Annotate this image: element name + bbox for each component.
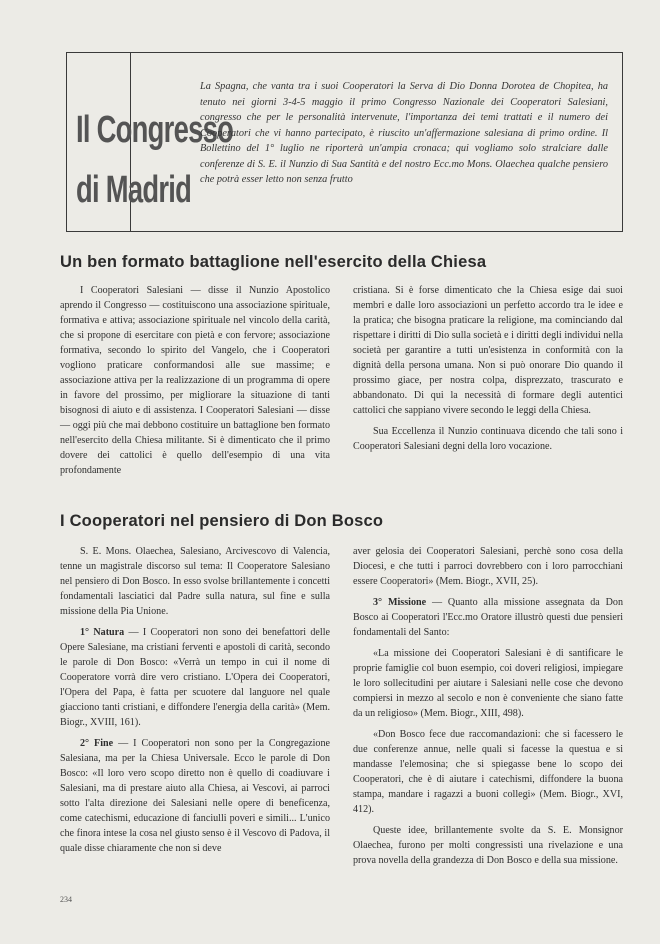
quote-paragraph: «La missione dei Cooperatori Salesiani è di santificare le proprie famiglie col buon esempio, coi doveri religiosi, impiegare le loro sollecitudini per aiutare i Salesiani nelle cose che devono compiersi in mezzo al secolo e non è conveniente che siano fatte da un religioso» (Mem. Biogr., XIII, 498).	[353, 648, 623, 719]
article-title	[76, 100, 234, 220]
intro-paragraph: La Spagna, che vanta tra i suoi Cooperatori la Serva di Dio Donna Dorotea de Chopitea, ha tenuto nei giorni 3-4-5 maggio il primo Congresso Nazionale dei Cooperatori Salesiani, congresso che per le personalità intervenute, l'importanza dei temi trattati e il numero dei Cooperatori che vi hanno partecipato, è riuscito un'affermazione salesiana di primo ordine. Il Bollettino del 1° luglio ne riporterà un'ampia cronaca; qui vogliamo solo stralciare dalle conferenze di S. E. il Nunzio di Sua Santità e del nostro Ecc.mo Mons. Olaechea qualche pensiero che potrà esser letto non senza frutto	[200, 81, 608, 185]
section2-heading: I Cooperatori nel pensiero di Don Bosco	[60, 512, 384, 530]
paragraph-missione	[353, 595, 623, 640]
label-fine: 2° Fine	[80, 738, 114, 749]
text-missione: — Quanto alla missione assegnata da Don Bosco ai Cooperatori l'Ecc.mo Oratore illustrò questi due pensieri fondamentali del Santo:	[353, 597, 623, 638]
section2-column-left	[60, 544, 330, 856]
page-number: 234	[60, 895, 72, 904]
paragraph-fine	[60, 736, 330, 856]
section1-column-left	[60, 283, 330, 478]
paragraph: Sua Eccellenza il Nunzio continuava dicendo che tali sono i Cooperatori Salesiani degni della loro vocazione.	[353, 426, 623, 452]
quote-paragraph: «Don Bosco fece due raccomandazioni: che si facessero le due conferenze annue, nelle quali si facesse la questua e si mandasse l'elemosina; che si spiegasse bene lo scopo dei Cooperatori, che è di aiutare i catechismi, diffondere la buona stampa, mandare i ragazzi a buoni collegi» (Mem. Biogr., XVI, 412).	[353, 729, 623, 815]
label-missione: 3° Missione	[373, 597, 427, 608]
paragraph: Queste idee, brillantemente svolte da S. E. Monsignor Olaechea, furono per molti congressisti una rivelazione e una prova novella della grandezza di Don Bosco e della sua missione.	[353, 825, 623, 866]
text-natura: — I Cooperatori non sono dei benefattori delle Opere Salesiane, ma cristiani ferventi e apostoli di carità, secondo le parole di Don Bosco: «Verrà un tempo in cui il nome di Cooperatore vorrà dire vero cristiano. L'Opera dei Cooperatori, l'Opera del Papa, è fatta per scuotere dal languore nel quale giacciono tanti cristiani, e diffondere l'energia della carità» (Mem. Biogr., XVIII, 161).	[60, 627, 330, 728]
label-natura: 1° Natura	[80, 627, 125, 638]
paragraph: I Cooperatori Salesiani — disse il Nunzio Apostolico aprendo il Congresso — costituiscono una associazione spirituale, formativa e attiva; associazione spirituale nel vincolo della carità, che si propone di esercitare con pietà e con fervore; associazione formativa, secondo lo spirito del Vangelo, che i Cooperatori vogliono praticare conformandosi alle sue massime; e associazione attiva per la realizzazione di un programma di opere in favore del prossimo, per migliorare la situazione di tanti bisognosi di aiuto e di assistenza. I Cooperatori Salesiani — disse — oggi più che mai debbono costituire un battaglione ben formato nell'esercito della Chiesa militante. Si è dimenticato che il primo dovere dei cattolici è quello dell'esempio di una vita profondamente	[60, 285, 330, 476]
paragraph: S. E. Mons. Olaechea, Salesiano, Arcivescovo di Valencia, tenne un magistrale discorso sul tema: Il Cooperatore Salesiano nel pensiero di Don Bosco. In esso svolse brillantemente i concetti fondamentali lasciatici dal Padre sulla natura, sul fine e sulla missione della Pia Unione.	[60, 546, 330, 617]
paragraph: cristiana. Si è forse dimenticato che la Chiesa esige dai suoi membri e dalle loro associazioni un perfetto accordo tra le idee e la pratica; che bisogna praticare la religione, ma cominciando dal rispettare i diritti di Dio sulla società e i diritti degli individui nella società per garantire a tutti un'esistenza in conformità con la dignità della persona umana. Non si può onorare Dio quando il prossimo giace, per nostra colpa, disprezzato, trascurato e abbandonato. Di qui la necessità di formare degli autentici cattolici che sappiano vivere secondo le leggi della Chiesa.	[353, 285, 623, 416]
paragraph: aver gelosia dei Cooperatori Salesiani, perchè sono cosa della Diocesi, e che tutti i parroci dovrebbero con i loro parrocchiani essere Cooperatori» (Mem. Biogr., XVII, 25).	[353, 546, 623, 587]
section1-heading: Un ben formato battaglione nell'esercito della Chiesa	[60, 253, 487, 271]
section1-column-right	[353, 283, 623, 454]
title-line-2: di Madrid	[76, 169, 192, 211]
text-fine: — I Cooperatori non sono per la Congregazione Salesiana, ma per la Chiesa Universale. Ecco le parole di Don Bosco: «Il loro vero scopo diretto non è quello di coadiuvare i Salesiani, ma di prestare aiuto alla Chiesa, ai Vescovi, ai parroci sotto l'alta direzione dei Salesiani nelle opere di beneficenza, come catechismi, educazione di fanciulli poveri e simili... L'unico che finora intese la cosa nel giusto senso è il Vescovo di Padova, il quale disse chiaramente che non si deve	[60, 738, 331, 854]
section2-column-right	[353, 544, 623, 868]
paragraph-natura	[60, 625, 330, 730]
title-line-1: Il Congresso	[76, 109, 234, 151]
